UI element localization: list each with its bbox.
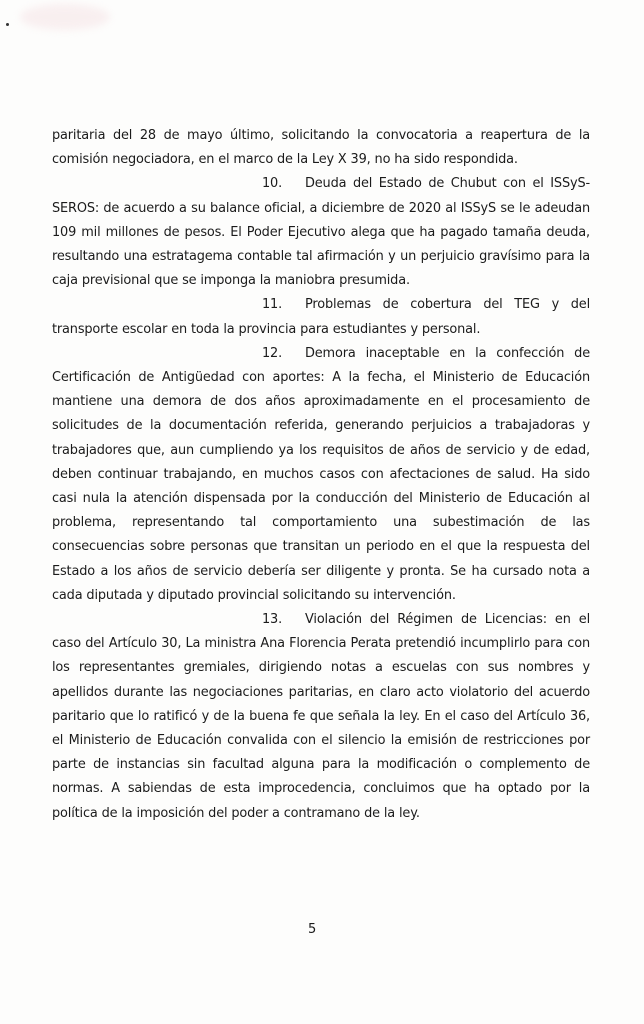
paragraph-text: Problemas de cobertura del TEG y del transporte escolar en toda la provincia para estudiantes y personal. (52, 297, 590, 337)
item-number: 11. (262, 297, 283, 313)
paper-stain (20, 4, 110, 30)
paragraph-text: Violación del Régimen de Licencias: en el caso del Artículo 30, La ministra Ana Florencia Perata pretendió incumplirlo para con los representantes gremiales, dirigiendo notas a escuelas con sus nombres y apellidos durante las negociaciones paritarias, en claro acto violatorio del acuerdo paritario que lo ratificó y de la buena fe que señala la ley. En el caso del Artículo 36, el Ministerio de Educación convalida con el silencio la emisión de restricciones por parte de instancias sin facultad alguna para la modificación o complemento de normas. A sabiendas de esta improcedencia, concluimos que ha optado por la política de la imposición del poder a contramano de la ley. (52, 612, 590, 821)
paragraph-text: paritaria del 28 de mayo último, solicitando la convocatoria a reapertura de la comisión negociadora, en el marco de la Ley X 39, no ha sido respondida. (52, 128, 590, 168)
paragraph-continuation (52, 124, 590, 172)
paragraph-item-10 (52, 172, 590, 293)
item-number: 12. (262, 345, 283, 361)
paragraph-item-13 (52, 608, 590, 826)
ink-speck (6, 23, 9, 26)
paragraph-item-12 (52, 342, 590, 608)
item-number: 10. (262, 176, 283, 192)
paragraph-item-11 (52, 293, 590, 341)
document-body (52, 124, 590, 826)
page-number: 5 (308, 922, 317, 937)
paragraph-text: Deuda del Estado de Chubut con el ISSyS-SEROS: de acuerdo a su balance oficial, a diciembre de 2020 al ISSyS se le adeudan 109 mil millones de pesos. El Poder Ejecutivo alega que ha pagado tamaña deuda, resultando una estratagema contable tal afirmación y un perjuicio gravísimo para la caja previsional que se imponga la maniobra presumida. (52, 176, 590, 289)
item-number: 13. (262, 612, 283, 628)
paragraph-text: Demora inaceptable en la confección de Certificación de Antigüedad con aportes: A la fecha, el Ministerio de Educación mantiene una demora de dos años aproximadamente en el procesamiento de solicitudes de la documentación referida, generando perjuicios a trabajadoras y trabajadores que, aun cumpliendo ya los requisitos de años de servicio y de edad, deben continuar trabajando, en muchos casos con afectaciones de salud. Ha sido casi nula la atención dispensada por la conducción del Ministerio de Educación al problema, representando tal comportamiento una subestimación de las consecuencias sobre personas que transitan un periodo en el que la respuesta del Estado a los años de servicio debería ser diligente y pronta. Se ha cursado nota a cada diputada y diputado provincial solicitando su intervención. (52, 345, 590, 603)
